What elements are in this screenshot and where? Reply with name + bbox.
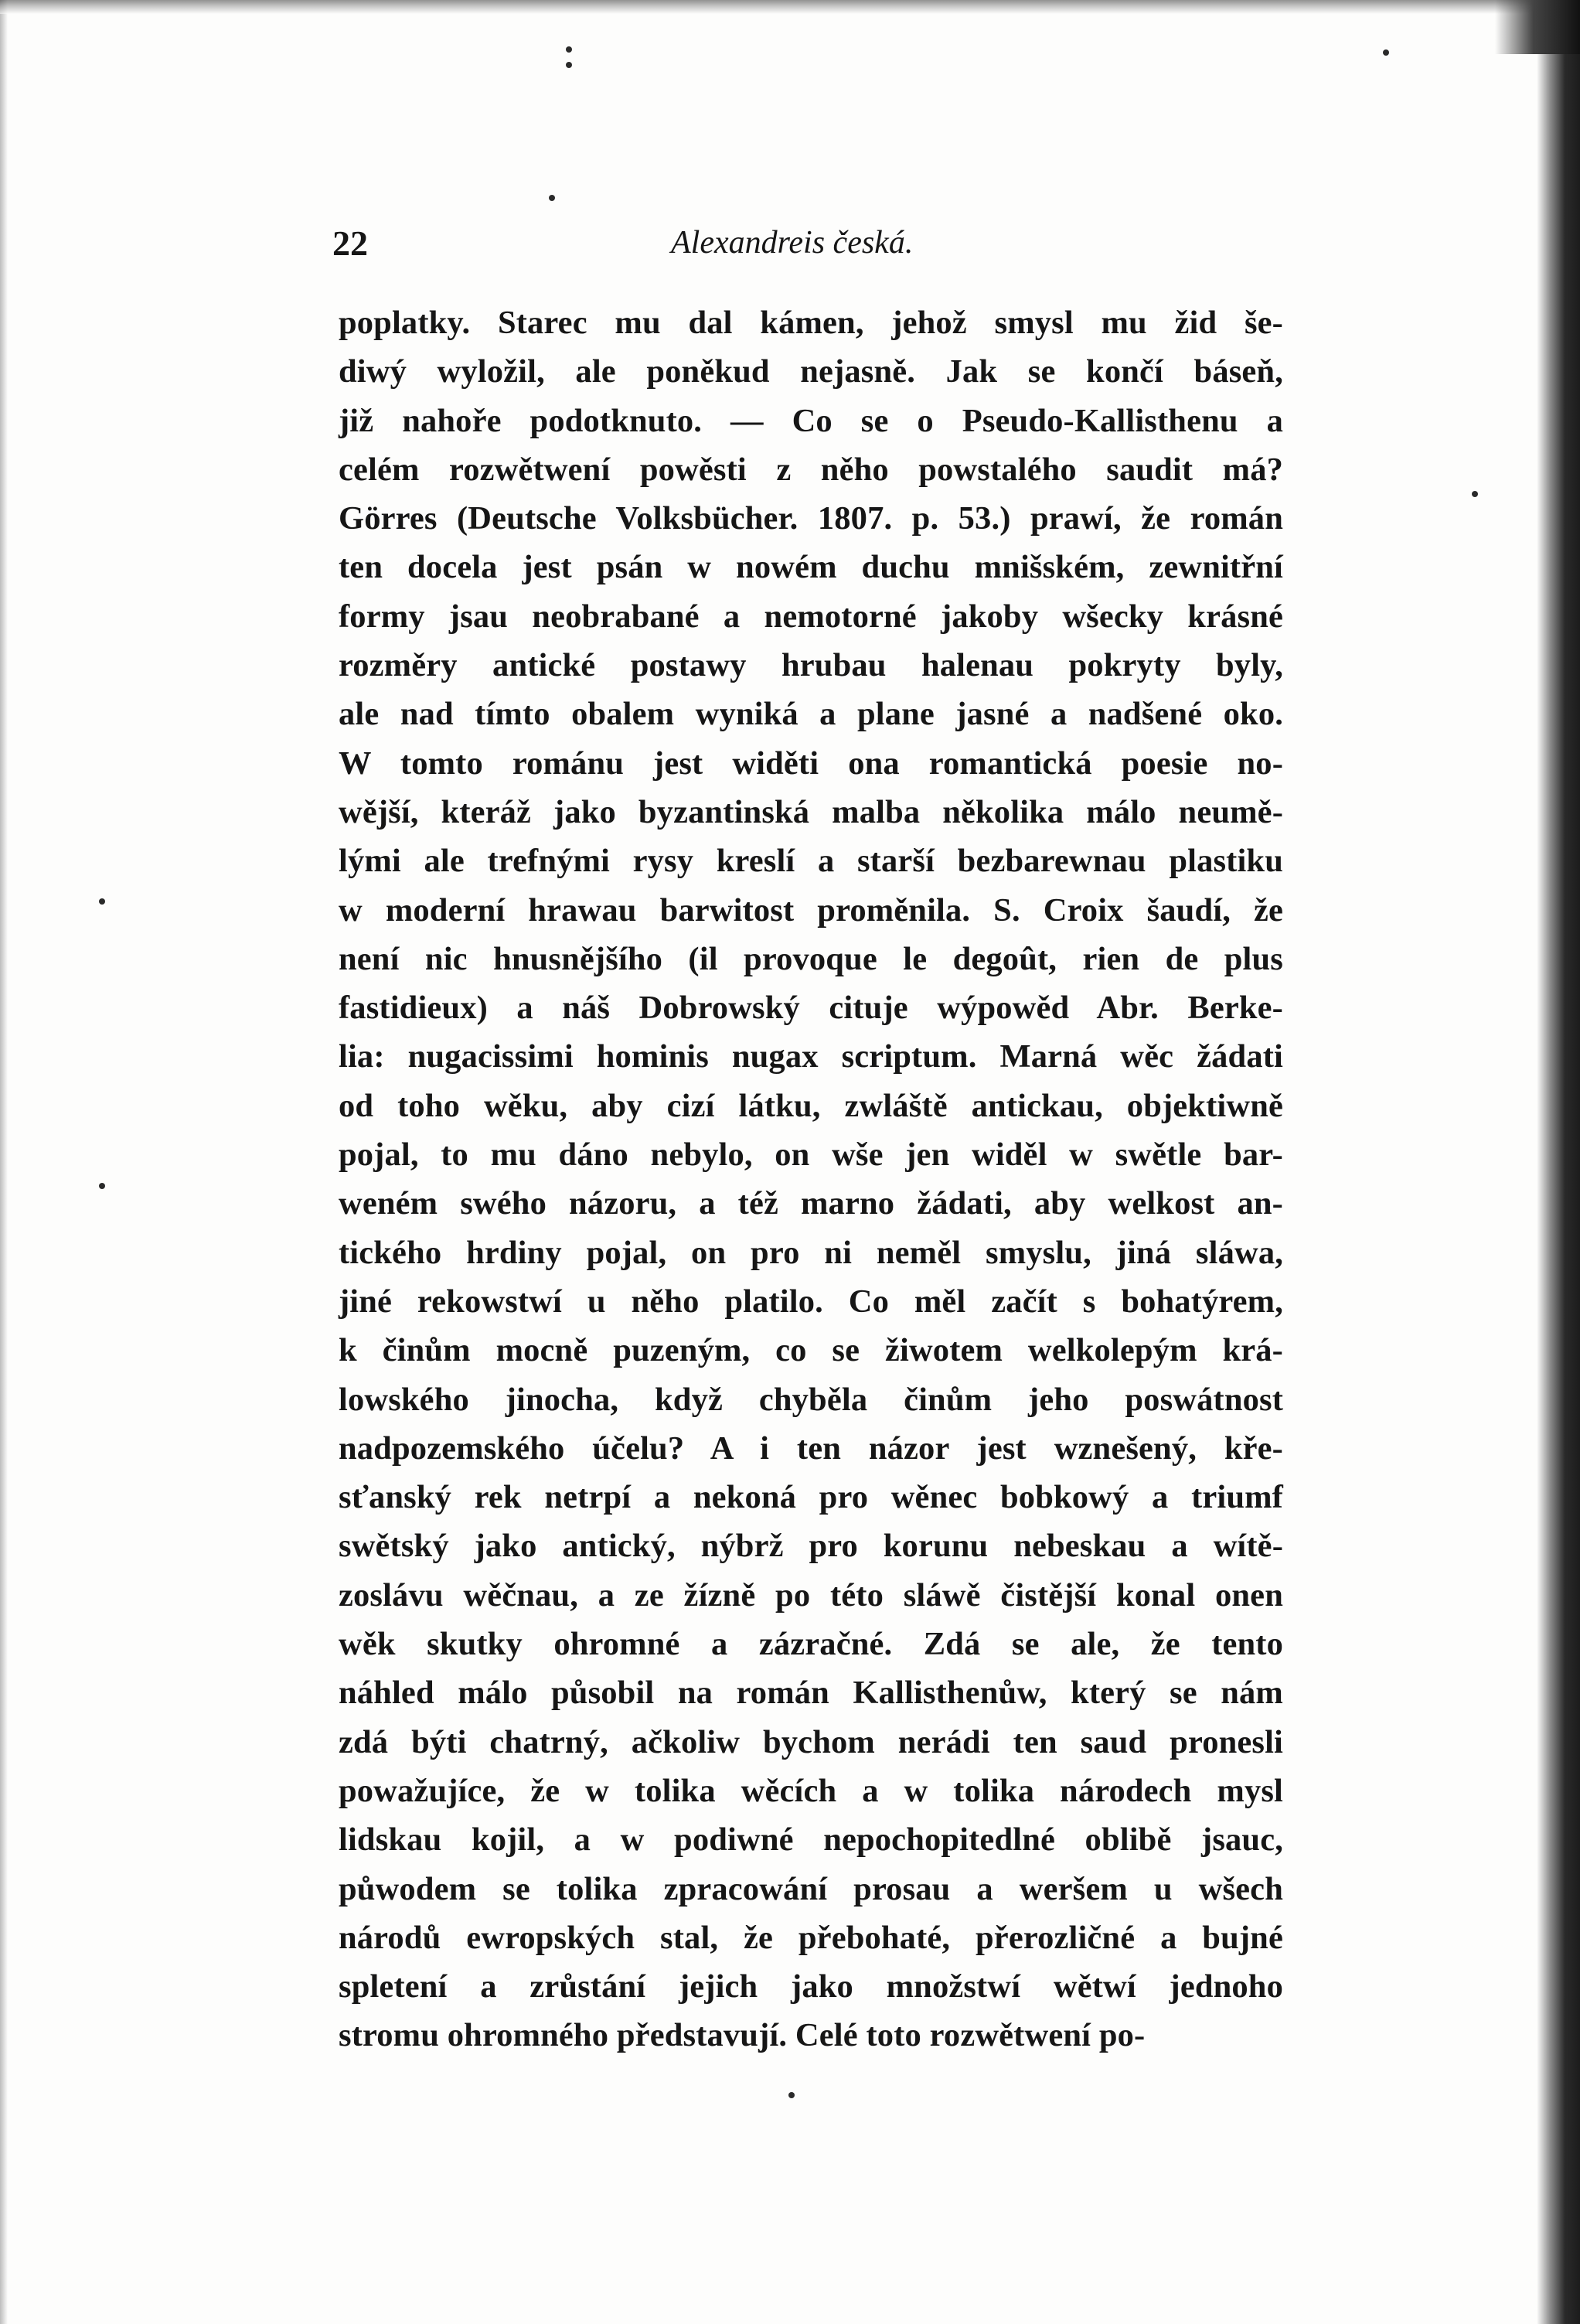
scan-speck: [549, 195, 555, 201]
text-line: spletení a zrůstání jejich jako množstwí wětwí jednoho: [339, 1968, 1283, 2005]
scan-speck: [1383, 49, 1389, 56]
text-line: wější, kteráž jako byzantinská malba několika málo neumě-: [339, 793, 1283, 830]
text-line: fastidieux) a náš Dobrowský cituje wýpowěd Abr. Berke-: [339, 990, 1283, 1027]
scan-corner-shadow: [1495, 0, 1580, 54]
page-header: [332, 223, 1283, 269]
body-text: [339, 298, 1283, 2060]
text-line: diwý wyložil, ale poněkud nejasně. Jak se končí báseň,: [339, 353, 1283, 390]
scan-speck: [566, 62, 572, 68]
text-line: swětský jako antický, nýbrž pro korunu nebeskau a wítě-: [339, 1528, 1283, 1565]
text-line: w moderní hrawau barwitost proměnila. S. Croix šaudí, že: [339, 891, 1283, 929]
scan-speck: [788, 2092, 795, 2098]
scan-edge-left: [0, 0, 8, 2324]
text-line: ale nad tímto obalem wyniká a plane jasné a nadšené oko.: [339, 696, 1283, 733]
page-number: 22: [332, 223, 368, 263]
text-line: lými ale trefnými rysy kreslí a starší bezbarewnau plastiku: [339, 843, 1283, 880]
running-head: Alexandreis česká.: [671, 225, 914, 261]
text-line: jiné rekowstwí u něho platilo. Co měl začít s bohatýrem,: [339, 1283, 1283, 1320]
scan-speck: [1472, 491, 1478, 497]
text-line: náhled málo působil na román Kallisthenůw, který se nám: [339, 1675, 1283, 1712]
text-line: lia: nugacissimi hominis nugax scriptum. Marná wěc žádati: [339, 1038, 1283, 1075]
text-line: poplatky. Starec mu dal kámen, jehož smysl mu žid še-: [339, 305, 1283, 341]
scan-edge-top: [0, 0, 1580, 14]
text-line: powažujíce, že w tolika wěcích a w tolika národech mysl: [339, 1772, 1283, 1809]
text-line: lidskau kojil, a w podiwné nepochopitedlné oblibě jsauc,: [339, 1821, 1283, 1859]
text-line: sťanský rek netrpí a nekoná pro wěnec bobkowý a triumf: [339, 1479, 1283, 1516]
text-line: zdá býti chatrný, ačkoliw bychom nerádi ten saud pronesli: [339, 1723, 1283, 1760]
scan-speck: [99, 1183, 105, 1189]
scan-speck: [99, 898, 105, 905]
text-line: stromu ohromného představují. Celé toto rozwětwení po-: [339, 2017, 1146, 2054]
text-line: zoslávu wěčnau, a ze žízně po této sláwě čistější konal onen: [339, 1576, 1283, 1614]
scan-speck: [566, 46, 572, 53]
text-line: formy jsau neobrabané a nemotorné jakoby wšecky krásné: [339, 598, 1283, 635]
text-line: celém rozwětwení powěsti z něho powstalého saudit má?: [339, 451, 1283, 488]
text-line: rozměry antické postawy hrubau halenau pokryty byly,: [339, 647, 1283, 684]
text-line: od toho wěku, aby cizí látku, zwláště antickau, objektiwně: [339, 1087, 1283, 1124]
text-line: nadpozemského účelu? A i ten názor jest wznešený, kře-: [339, 1429, 1283, 1467]
text-line: není nic hnusnějšího (il provoque le degoût, rien de plus: [339, 940, 1283, 977]
text-line: W tomto románu jest widěti ona romantická poesie no-: [339, 745, 1283, 782]
text-line: národů ewropských stal, že přebohaté, přerozličné a bujné: [339, 1919, 1283, 1956]
text-line: weném swého názoru, a též marno žádati, aby welkost an-: [339, 1185, 1283, 1222]
text-line: wěk skutky ohromné a zázračné. Zdá se ale, že tento: [339, 1626, 1283, 1663]
text-line: již nahoře podotknuto. — Co se o Pseudo-Kallisthenu a: [339, 402, 1283, 439]
text-line: tického hrdiny pojal, on pro ni neměl smyslu, jiná sláwa,: [339, 1234, 1283, 1271]
text-line: půwodem se tolika zpracowání prosau a weršem u wšech: [339, 1870, 1283, 1907]
text-line: pojal, to mu dáno nebylo, on wše jen widěl w swětle bar-: [339, 1136, 1283, 1174]
scan-edge-right: [1537, 0, 1580, 2324]
text-line: ten docela jest psán w nowém duchu mnišském, zewnitřní: [339, 549, 1283, 586]
text-line: lowského jinocha, když chyběla činům jeho poswátnost: [339, 1381, 1283, 1418]
text-line: Görres (Deutsche Volksbücher. 1807. p. 53.) prawí, že román: [339, 500, 1283, 537]
text-line: k činům mocně puzeným, co se žiwotem welkolepým krá-: [339, 1332, 1283, 1369]
